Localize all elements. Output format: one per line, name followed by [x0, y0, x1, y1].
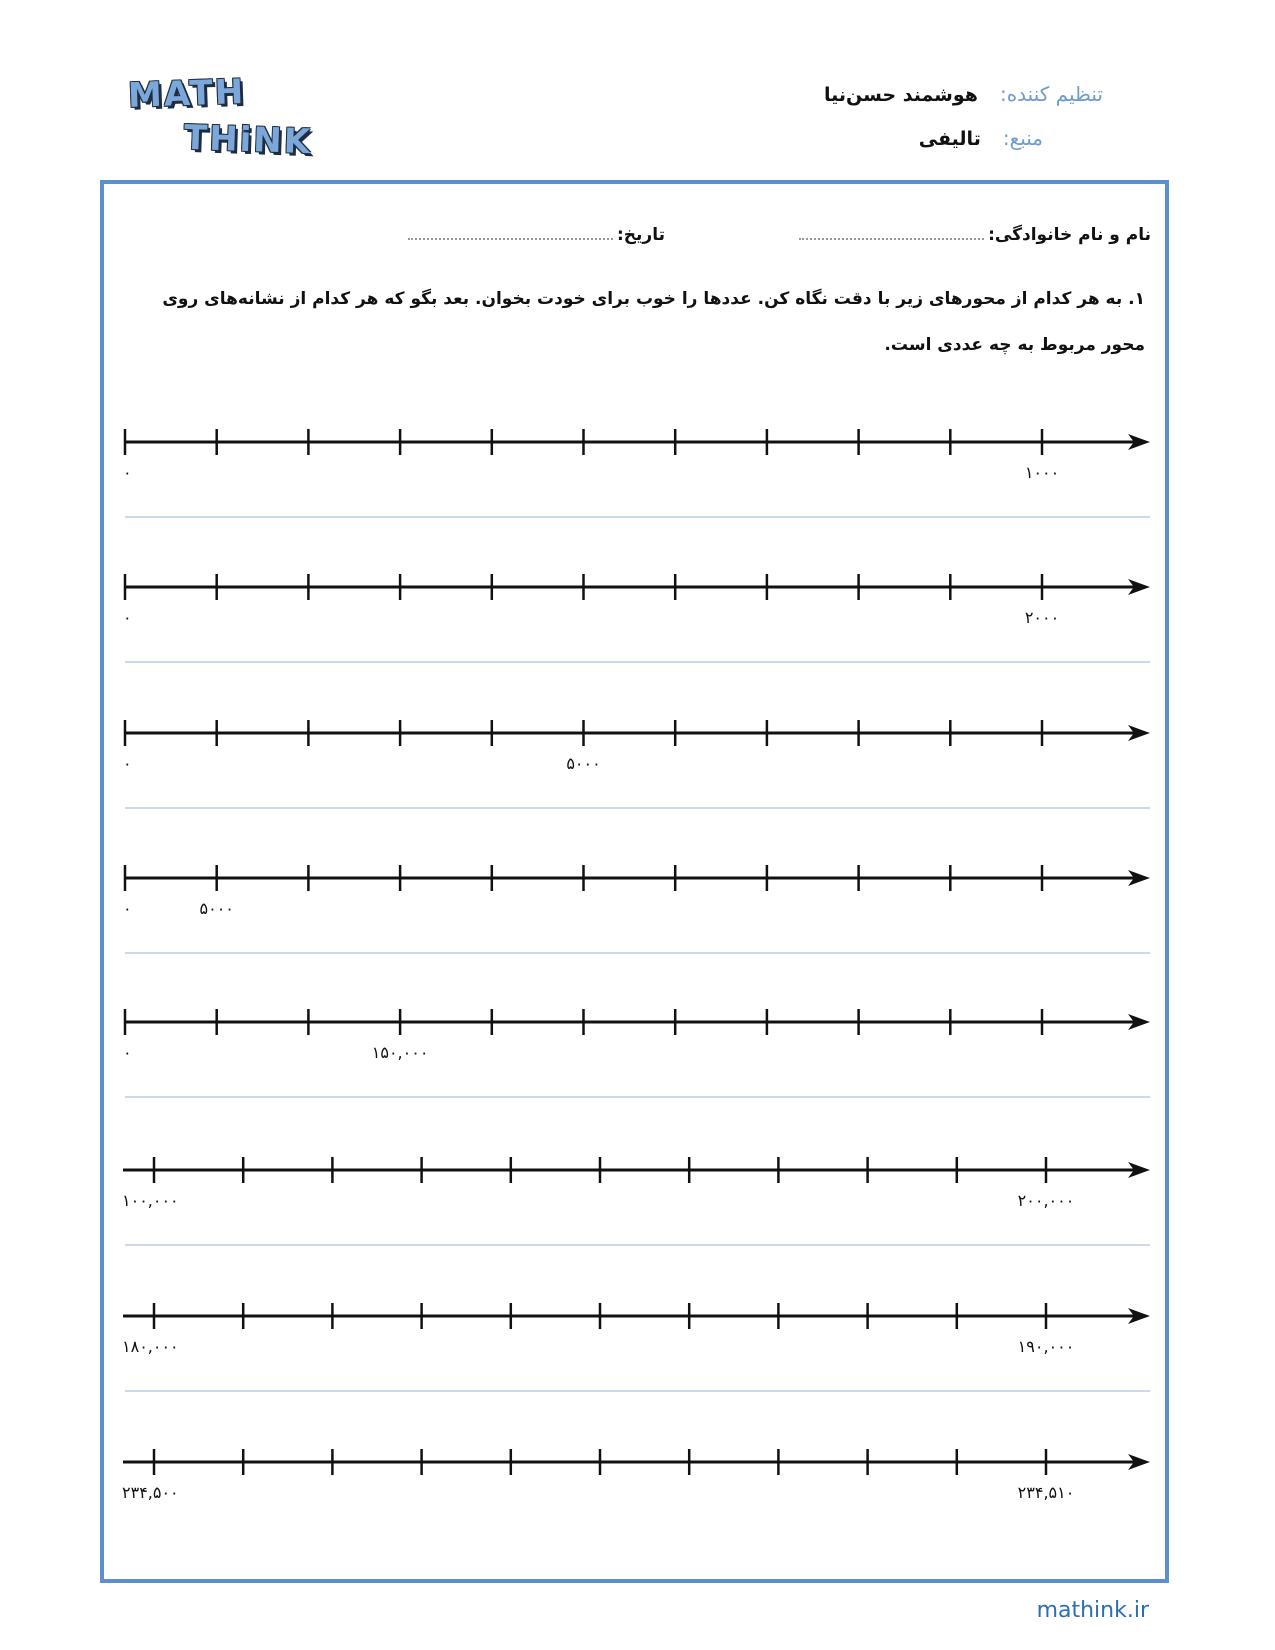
marked-label: ۵۰۰۰ — [566, 754, 601, 773]
marked-label: ۱۰۰۰ — [1024, 463, 1060, 482]
number-line — [123, 1009, 1150, 1097]
start-label: ۰ — [123, 1043, 132, 1062]
name-label: نام و نام خانوادگی: — [988, 225, 1151, 245]
marked-label: ۲۰۰,۰۰۰ — [1017, 1191, 1075, 1210]
marked-label: ۲۳۴,۵۱۰ — [1017, 1483, 1075, 1502]
start-label: ۰ — [123, 463, 132, 482]
source-value: تالیفی — [918, 128, 981, 150]
start-label: ۰ — [123, 899, 132, 918]
number-line — [122, 1157, 1150, 1245]
logo-line-2: THiNK — [183, 117, 313, 163]
source-label: منبع: — [1002, 126, 1043, 150]
start-label: ۲۳۴,۵۰۰ — [122, 1483, 179, 1502]
marked-label: ۱۵۰,۰۰۰ — [371, 1043, 429, 1062]
number-line — [122, 1449, 1150, 1502]
start-label: ۰ — [123, 754, 132, 773]
organizer-label: تنظیم کننده: — [999, 82, 1103, 106]
number-line — [123, 720, 1150, 808]
number-line — [123, 865, 1150, 953]
marked-label: ۱۹۰,۰۰۰ — [1017, 1337, 1075, 1356]
footer-url[interactable]: mathink.ir — [1036, 1598, 1149, 1623]
organizer-value: هوشمند حسن‌نیا — [823, 84, 978, 106]
marked-label: ۵۰۰۰ — [199, 899, 234, 918]
instruction-text: ۱. به هر کدام از محورهای زیر با دقت نگاه کن. عددها را خوب برای خودت بخوان. بعد بگو که هر کدام از نشانه‌های روی محور مربوط به چه عددی است. — [162, 289, 1145, 355]
marked-label: ۲۰۰۰ — [1024, 608, 1060, 627]
logo-line-1: MATH — [127, 71, 246, 117]
number-line — [123, 574, 1150, 662]
start-label: ۱۸۰,۰۰۰ — [122, 1337, 179, 1356]
start-label: ۰ — [123, 608, 132, 627]
number-line — [123, 429, 1150, 517]
date-label: تاریخ: — [617, 225, 665, 245]
start-label: ۱۰۰,۰۰۰ — [122, 1191, 179, 1210]
number-line — [122, 1303, 1150, 1391]
